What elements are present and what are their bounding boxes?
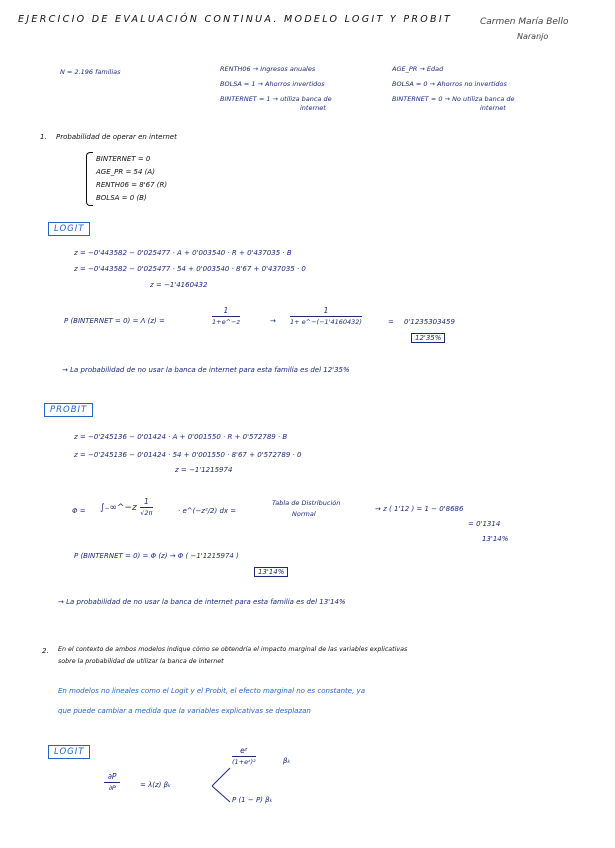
probit-phi-lhs: Φ =	[72, 507, 86, 515]
marginal-top-num: eᶻ	[232, 746, 256, 757]
condition-bolsa: BOLSA = 0 (B)	[96, 194, 147, 202]
logit-z-substituted: z = −0'443582 − 0'025477 · 54 + 0'003540 · 8'67 + 0'437035 · 0	[74, 265, 306, 273]
probit-density-tail: · e^(−z²/2) dx =	[178, 507, 237, 515]
logit-fraction-2-den: 1+ e^−(−1'4160432)	[290, 318, 362, 326]
marginal-derivative-num: ∂P	[104, 772, 120, 783]
probit-z-substituted: z = −0'245136 − 0'01424 · 54 + 0'001550 · 8'67 + 0'572789 · 0	[74, 451, 302, 459]
logit-z-result: z = −1'4160432	[150, 281, 208, 289]
def-binternet-1: BINTERNET = 1 → utiliza banca de	[220, 95, 332, 103]
logit-fraction-1-num: 1	[212, 306, 240, 317]
def-binternet-1-cont: internet	[300, 104, 326, 112]
author-surname: Naranjo	[517, 32, 549, 41]
probit-density-den: √2π	[140, 509, 153, 517]
marginal-top-beta: βₖ	[283, 757, 291, 765]
answer-2-line-1: En modelos no lineales como el Logit y el Probit, el efecto marginal no es constante, ya	[58, 687, 365, 695]
logit-arrow: →	[270, 317, 276, 325]
logit-result-value: 0'1235303459	[404, 318, 455, 326]
condition-binternet: BINTERNET = 0	[96, 155, 151, 163]
normal-table-ref-2: Normal	[292, 510, 316, 518]
logit-label: LOGIT	[48, 222, 90, 236]
probit-table-percent: 13'14%	[482, 535, 509, 543]
condition-age: AGE_PR = 54 (A)	[96, 168, 155, 176]
probit-density-num: 1	[140, 497, 153, 508]
probit-table-lookup: → z ( 1'12 ) = 1 − 0'8686	[375, 505, 464, 513]
def-renth06: RENTH06 → Ingresos anuales	[220, 65, 316, 73]
logit-prob-lhs: P (BINTERNET = 0) = Λ (z) =	[64, 317, 165, 325]
probit-table-result: = 0'1314	[468, 520, 501, 528]
logit-fraction-2-num: 1	[290, 306, 362, 317]
marginal-top-den: (1+eᶻ)²	[232, 758, 256, 766]
probit-conclusion: → La probabilidad de no usar la banca de internet para esta familia es del 13'14%	[58, 598, 346, 606]
probit-prob-line: P (BINTERNET = 0) = Φ (z) → Φ ( −1'1215974 )	[74, 552, 239, 560]
marginal-lambda: = λ(z) βₖ	[140, 781, 172, 789]
condition-renta: RENTH06 = 8'67 (R)	[96, 181, 168, 189]
question-2-text-2: sobre la probabilidad de utilizar la banca de internet	[58, 658, 224, 665]
sample-size: N = 2.196 familias	[60, 68, 121, 76]
probit-z-result: z = −1'1215974	[175, 466, 233, 474]
marginal-derivative-den: ∂P	[108, 784, 116, 792]
question-1-heading: Probabilidad de operar en internet	[56, 133, 177, 141]
logit-marginal-label: LOGIT	[48, 745, 90, 759]
normal-table-ref: Tabla de Distribución	[272, 499, 341, 507]
def-bolsa-0: BOLSA = 0 → Ahorros no invertidos	[392, 80, 507, 88]
question-2-text-1: En el contexto de ambos modelos indique cómo se obtendría el impacto marginal de las variables explicativas	[58, 646, 408, 653]
logit-result-boxed: 12'35%	[411, 333, 445, 343]
marginal-top-fraction	[232, 746, 256, 766]
marginal-bottom-expression: P (1 − P) βₖ	[232, 796, 273, 804]
def-bolsa-1: BOLSA = 1 → Ahorros invertidos	[220, 80, 325, 88]
question-1-number: 1.	[40, 133, 47, 141]
author-name: Carmen María Bello	[480, 17, 569, 27]
logit-fraction-1-den: 1+e^−z	[212, 318, 240, 326]
def-binternet-0-cont: internet	[480, 104, 506, 112]
probit-label: PROBIT	[44, 403, 93, 417]
logit-conclusion: → La probabilidad de no usar la banca de internet para esta familia es del 12'35%	[62, 366, 350, 374]
logit-z-formula: z = −0'443582 − 0'025477 · A + 0'003540 · R + 0'437035 · B	[74, 249, 292, 257]
probit-integral: ∫₋∞^−z	[100, 503, 137, 513]
probit-z-formula: z = −0'245136 − 0'01424 · A + 0'001550 · R + 0'572789 · B	[74, 433, 288, 441]
probit-result-boxed: 13'14%	[254, 567, 288, 577]
question-2-number: 2.	[42, 647, 49, 655]
answer-2-line-2: que puede cambiar a medida que la variables explicativas se desplazan	[58, 707, 311, 715]
document-title: EJERCICIO DE EVALUACIÓN CONTINUA. MODELO LOGIT Y PROBIT	[18, 14, 453, 25]
logit-equals: =	[388, 318, 394, 326]
def-binternet-0: BINTERNET = 0 → No utiliza banca de	[392, 95, 515, 103]
def-age: AGE_PR → Edad	[392, 65, 444, 73]
